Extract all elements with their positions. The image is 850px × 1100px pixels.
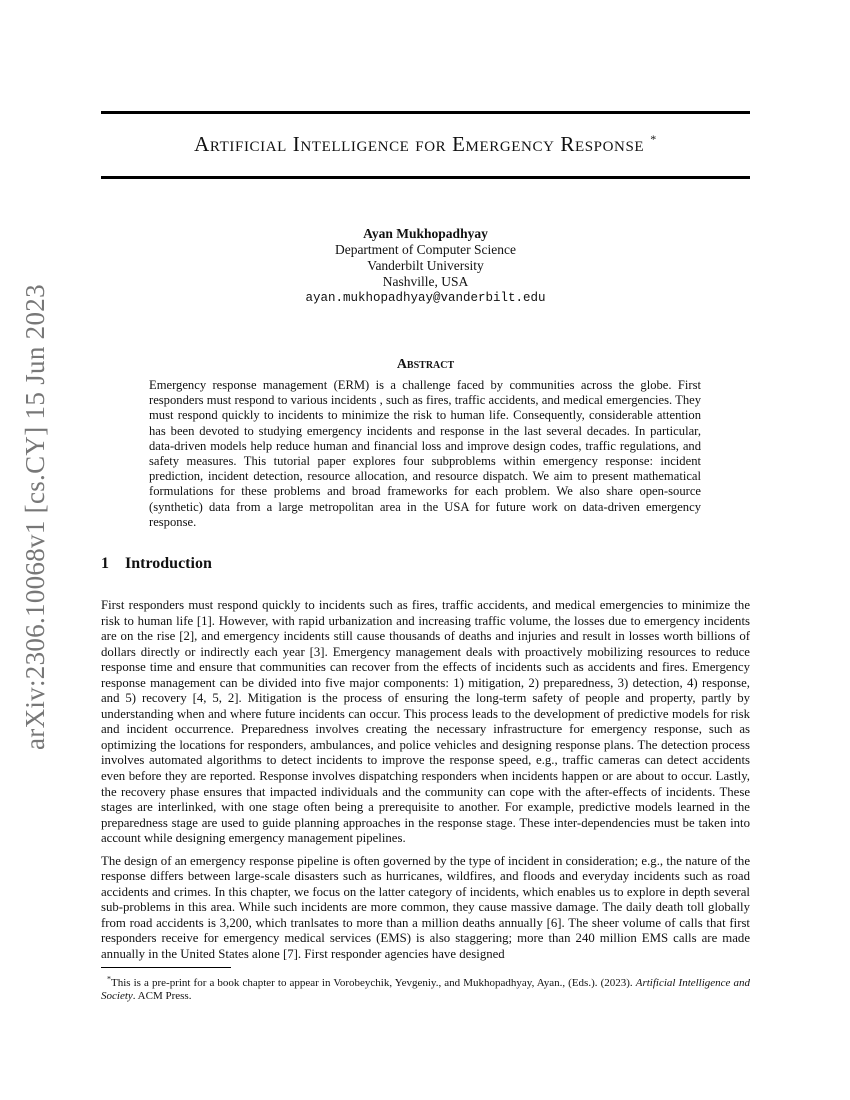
footnote-text: This is a pre-print for a book chapter to appear in Vorobeychik, Yevgeniy., and Mukhopadhyay, Ayan., (Eds.). (2023). — [111, 976, 633, 989]
author-location: Nashville, USA — [382, 274, 469, 289]
title-top-rule — [101, 111, 750, 114]
paper-title — [101, 132, 750, 157]
footnote — [101, 972, 750, 1004]
author-university: Vanderbilt University — [367, 258, 484, 273]
author-email: ayan.mukhopadhyay@vanderbilt.edu — [305, 291, 546, 305]
section-number: 1 — [101, 555, 109, 572]
author-name: Ayan Mukhopadhyay — [363, 226, 488, 241]
body-paragraph-2: The design of an emergency response pipeline is often governed by the type of incident in consideration; e.g., the nature of the response differs between large-scale disasters such as hurricanes, wildfires, and floods and everyday incidents such as road accidents and crimes. In this chapter, we focus on the latter category of incidents, which enables us to explore in depth several sub-problems in this area. While such incidents are more common, they cause massive damage. The daily death toll globally from road accidents is 3,200, which tranlsates to more than a million deaths annually [6]. The sheer volume of calls that first responders receive for emergency medical services (EMS) is also staggering; more than 240 million EMS calls are made annually in the United States alone [7]. First responder agencies have designed — [101, 853, 750, 962]
section-title: Introduction — [125, 555, 212, 572]
paper-title-text: Artificial Intelligence for Emergency Response — [194, 132, 645, 156]
title-footnote-mark: * — [650, 132, 657, 146]
body-paragraph-1: First responders must respond quickly to incidents such as fires, traffic accidents, and medical emergencies to minimize the risk to human life [1]. However, with rapid urbanization and increasing traffic volume, the losses due to emergency incidents are on the rise [2], and emergency incidents still cause thousands of deaths and injuries and result in losses worth billions of dollars directly or indirectly each year [3]. Emergency management deals with proactively mobilizing resources to reduce response time and ensure that communities can recover from the effects of incidents such as accidents and fires. Emergency response management can be divided into five major components: 1) mitigation, 2) preparedness, 3) detection, 4) response, and 5) recovery [4, 5, 2]. Mitigation is the process of ensuring the long-term safety of people and property, partly by understanding when and where future incidents can occur. This process leads to the development of predictive models for risk and incident occurrence. Preparedness involves creating the necessary infrastructure for emergency response, such as optimizing the locations for responders, ambulances, and police vehicles and designing response plans. The detection process involves automated algorithms to detect incidents to improve the response speed, e.g., traffic cameras can detect accidents even before they are reported. Response involves dispatching responders when incidents happen or are about to occur. Lastly, the recovery phase ensures that impacted individuals and the community can cope with the after-effects of incidents. These stages are interlinked, with one stage often being a prerequisite to another. For example, predictive models learned in the preparedness stage are used to guide planning approaches in the response stage. These inter-dependencies must be taken into account while designing emergency management pipelines. — [101, 598, 750, 846]
footnote-mark: * — [107, 974, 111, 983]
title-bottom-rule — [101, 176, 750, 179]
section-heading — [101, 555, 212, 573]
author-department: Department of Computer Science — [334, 242, 517, 257]
author-block — [101, 226, 750, 306]
footnote-publisher: . ACM Press. — [132, 990, 192, 1003]
footnote-book-title: Artificial Intelligence and Society — [101, 976, 751, 1003]
arxiv-identifier-stamp: arXiv:2306.10068v1 [cs.CY] 15 Jun 2023 — [20, 284, 50, 750]
section-body — [101, 598, 750, 970]
footnote-rule — [101, 967, 231, 968]
abstract-text: Emergency response management (ERM) is a challenge faced by communities across the globe. First responders must respond to various incidents , such as fires, traffic accidents, and medical emergencies. They must respond quickly to incidents to minimize the risk to human life. Consequently, considerable attention has been devoted to studying emergency incidents and response in the last several decades. In particular, data-driven models help reduce human and financial loss and improve design codes, traffic regulations, and safety measures. This tutorial paper explores four subproblems within emergency response: incident prediction, incident detection, resource allocation, and resource dispatch. We aim to present mathematical formulations for these problems and broad frameworks for each problem. We also share open-source (synthetic) data from a large metropolitan area in the USA for future work on data-driven emergency response. — [149, 378, 701, 529]
abstract-heading: Abstract — [396, 357, 455, 372]
